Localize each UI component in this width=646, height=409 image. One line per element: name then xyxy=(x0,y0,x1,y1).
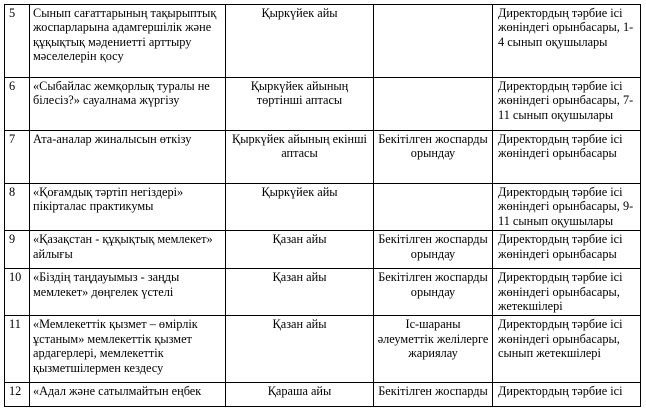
period-cell: Қазан айы xyxy=(226,269,374,316)
event-cell: Ата-аналар жиналысын өткізу xyxy=(30,131,226,184)
responsible-cell: Директордың тәрбие ісі жөніндегі орынбасары, 7-11 сынып оқушылары xyxy=(493,78,641,131)
row-number: 11 xyxy=(5,316,30,383)
table-row xyxy=(5,316,641,383)
row-number: 10 xyxy=(5,269,30,316)
event-cell: «Қоғамдық тәртіп негіздері» пікірталас практикумы xyxy=(30,184,226,231)
period-cell: Қазан айы xyxy=(226,231,374,269)
form-cell: Бекітілген жоспарды орындау xyxy=(374,269,493,316)
responsible-cell: Директордың тәрбие ісі жөніндегі орынбасары, 9-11 сынып оқушылары xyxy=(493,184,641,231)
responsible-cell: Директордың тәрбие ісі жөніндегі орынбасары xyxy=(493,231,641,269)
row-number: 8 xyxy=(5,184,30,231)
row-number: 9 xyxy=(5,231,30,269)
table-row xyxy=(5,269,641,316)
event-cell: «Сыбайлас жемқорлық туралы не білесіз?» сауалнама жүргізу xyxy=(30,78,226,131)
responsible-cell: Директордың тәрбие ісі жөніндегі орынбасары xyxy=(493,131,641,184)
period-cell: Қыркүйек айы xyxy=(226,184,374,231)
event-cell: «Мемлекеттік қызмет – өмірлік ұстаным» мемлекеттік қызмет ардагерлері, мемлекеттік қызметшілермен кездесу xyxy=(30,316,226,383)
form-cell: Бекітілген жоспарды xyxy=(374,383,493,407)
table-row xyxy=(5,78,641,131)
responsible-cell: Директордың тәрбие ісі xyxy=(493,383,641,407)
period-cell: Қыркүйек айының төртінші аптасы xyxy=(226,78,374,131)
form-cell xyxy=(374,184,493,231)
event-cell: Сынып сағаттарының тақырыптық жоспарларына адамгершілік және құқықтық мәдениетті арттыру мәселелерін қосу xyxy=(30,5,226,78)
period-cell: Қыркүйек айының екінші аптасы xyxy=(226,131,374,184)
row-number: 5 xyxy=(5,5,30,78)
plan-table xyxy=(4,4,641,407)
event-cell: «Біздің таңдауымыз - заңды мемлекет» дөңгелек үстелі xyxy=(30,269,226,316)
responsible-cell: Директордың тәрбие ісі жөніндегі орынбасары, сынып жетекшілері xyxy=(493,316,641,383)
responsible-cell: Директордың тәрбие ісі жөніндегі орынбасары, 1-4 сынып оқушылары xyxy=(493,5,641,78)
row-number: 6 xyxy=(5,78,30,131)
row-number: 7 xyxy=(5,131,30,184)
table-row xyxy=(5,131,641,184)
period-cell: Қыркүйек айы xyxy=(226,5,374,78)
table-row xyxy=(5,5,641,78)
event-cell: «Адал және сатылмайтын еңбек xyxy=(30,383,226,407)
event-cell: «Қазақстан - құқықтық мемлекет» айлығы xyxy=(30,231,226,269)
table-row xyxy=(5,184,641,231)
table-row xyxy=(5,231,641,269)
form-cell xyxy=(374,5,493,78)
responsible-cell: Директордың тәрбие ісі жөніндегі орынбасары, жетекшілері xyxy=(493,269,641,316)
period-cell: Қараша айы xyxy=(226,383,374,407)
period-cell: Қазан айы xyxy=(226,316,374,383)
form-cell xyxy=(374,78,493,131)
table-row xyxy=(5,383,641,407)
form-cell: Бекітілген жоспарды орындау xyxy=(374,131,493,184)
form-cell: Іс-шараны әлеуметтік желілерге жариялау xyxy=(374,316,493,383)
form-cell: Бекітілген жоспарды орындау xyxy=(374,231,493,269)
row-number: 12 xyxy=(5,383,30,407)
